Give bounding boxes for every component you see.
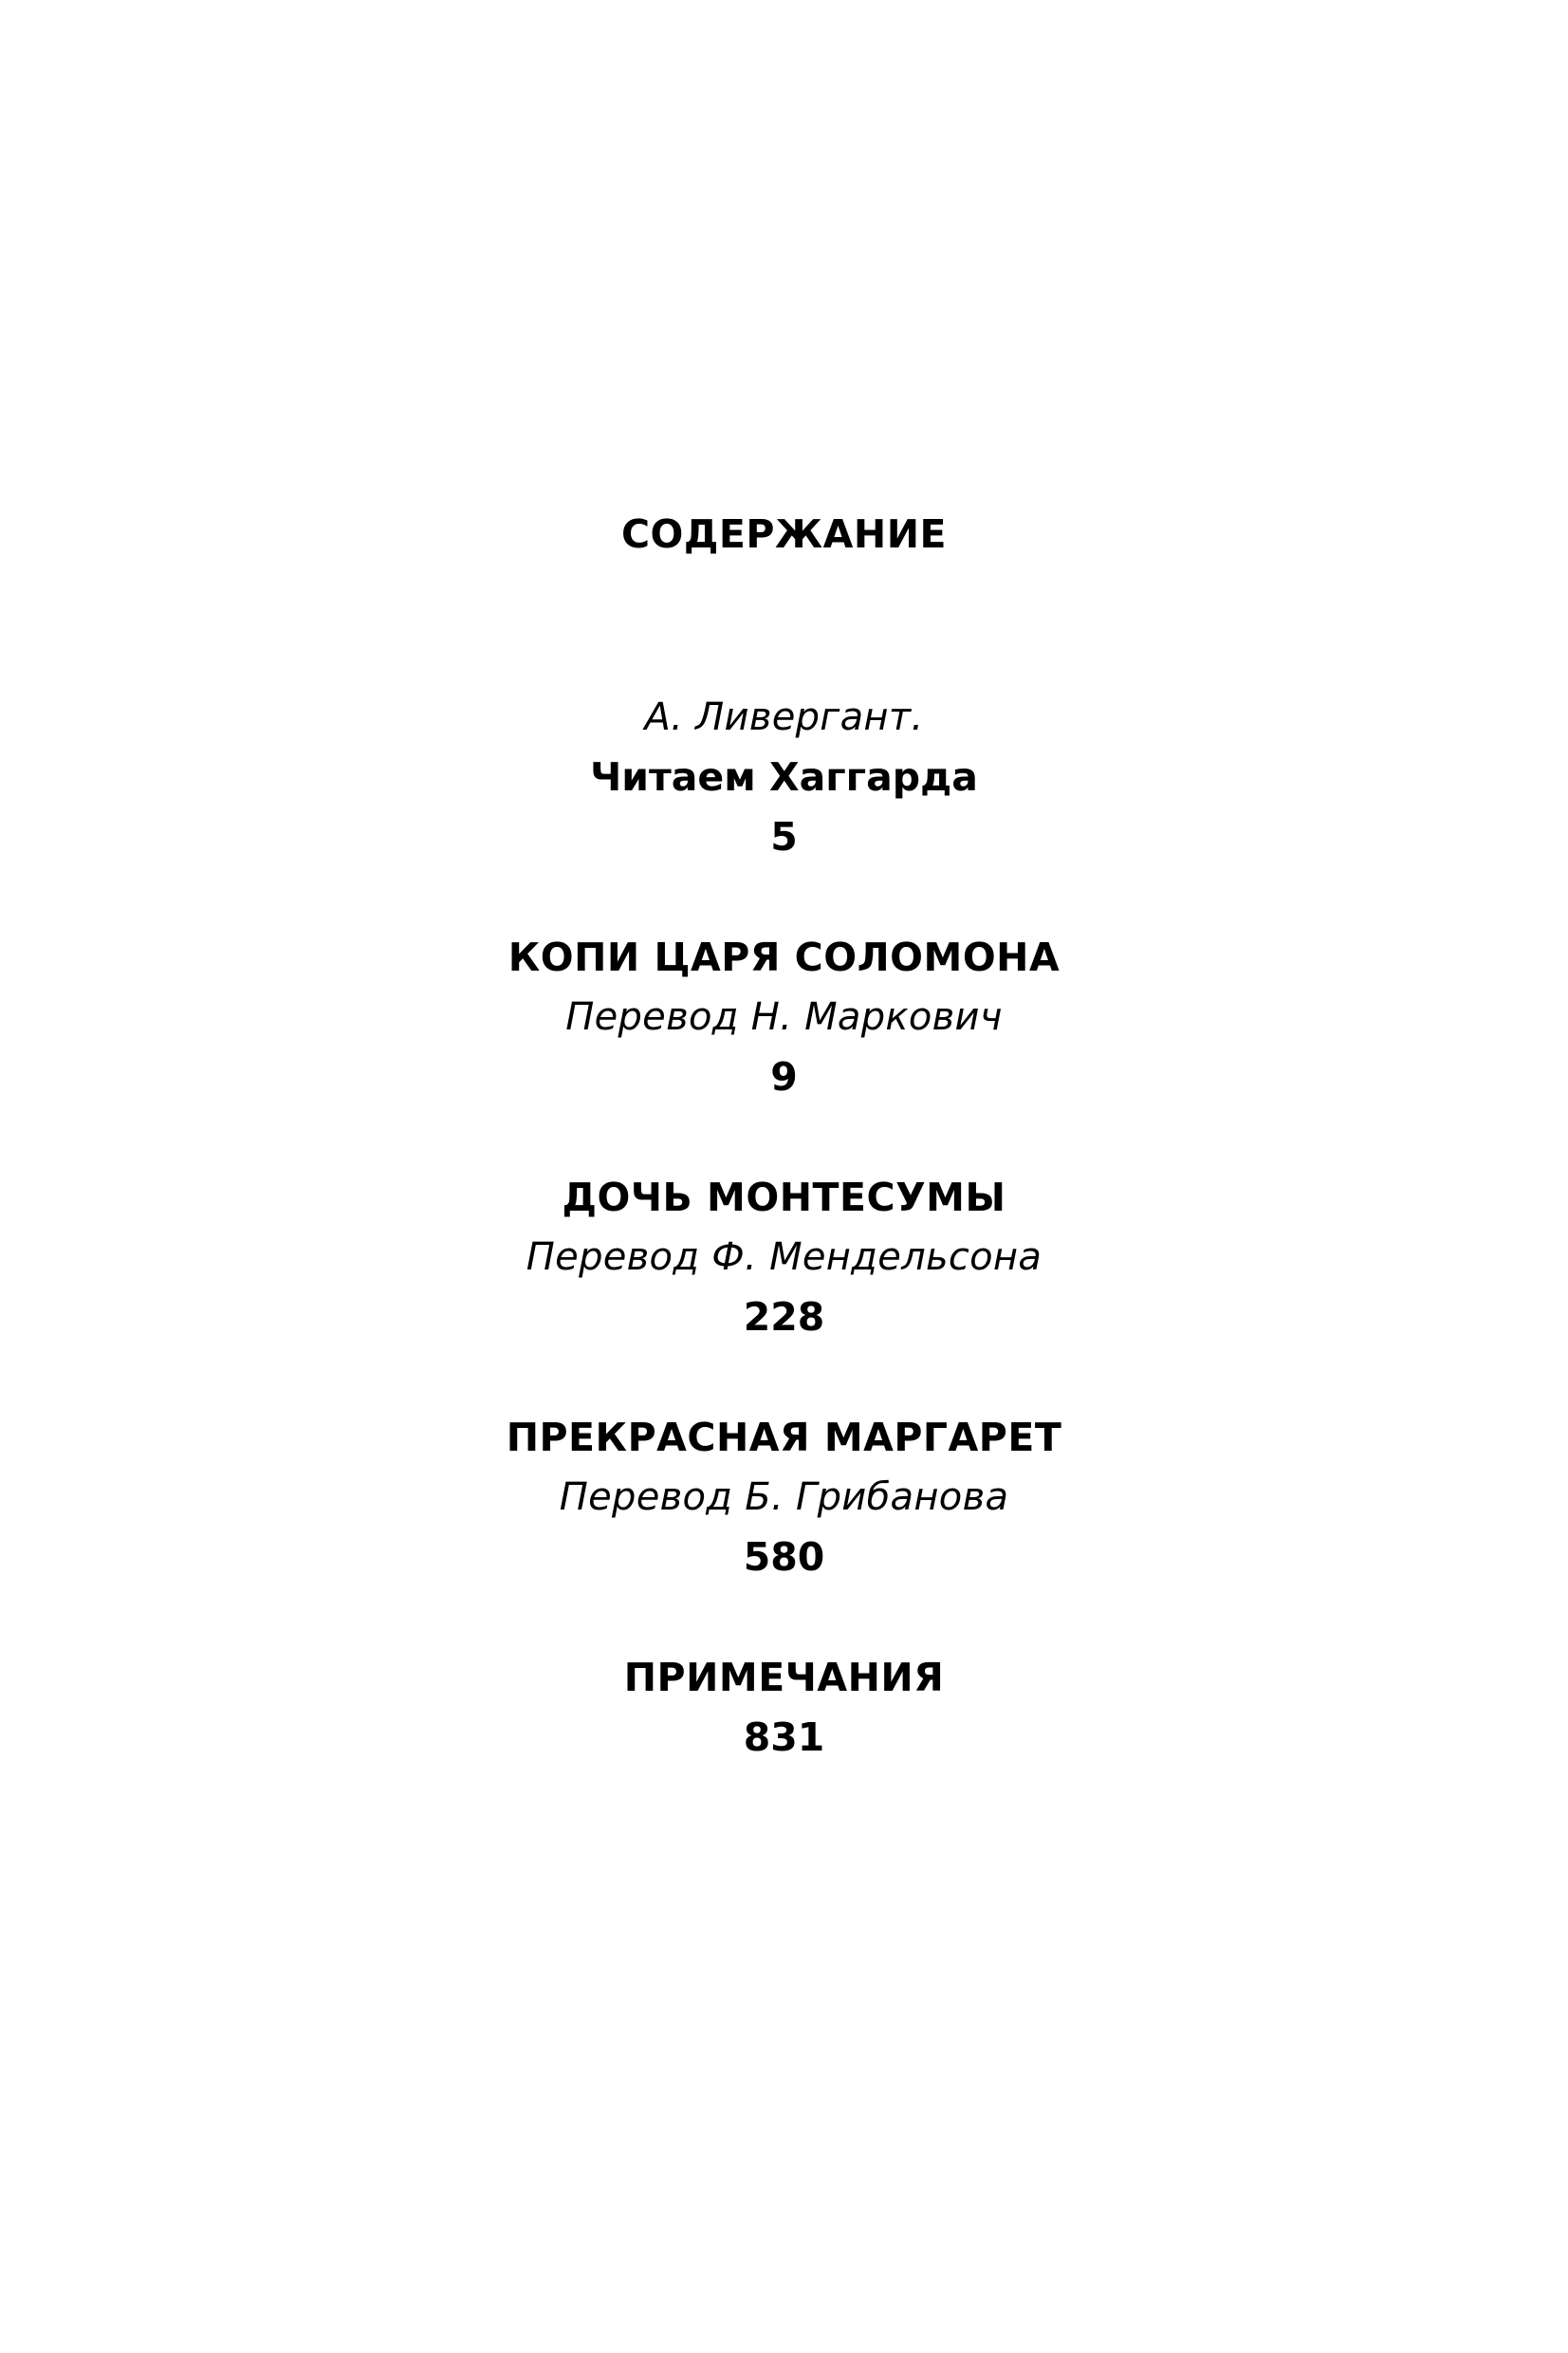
entry-title: ДОЧЬ МОНТЕСУМЫ [562,1175,1006,1220]
toc-heading: СОДЕРЖАНИЕ [620,511,948,557]
entry-page: 580 [743,1534,825,1580]
foreword-page: 5 [770,814,798,860]
entry-title: КОПИ ЦАРЯ СОЛОМОНА [507,935,1061,980]
entry-translator: Перевод Б. Грибанова [559,1475,1009,1519]
entry-page: 228 [743,1294,825,1340]
entry-title: ПРЕКРАСНАЯ МАРГАРЕТ [506,1415,1062,1460]
entry-translator: Перевод Н. Маркович [565,995,1003,1039]
entry-page: 9 [770,1054,798,1100]
foreword-title: Читаем Хаггарда [590,754,978,800]
notes-title: ПРИМЕЧАНИЯ [623,1655,945,1700]
notes-page: 831 [743,1714,825,1760]
entry-translator: Перевод Ф. Мендельсона [526,1235,1042,1279]
foreword-author: А. Ливергант. [644,695,924,739]
